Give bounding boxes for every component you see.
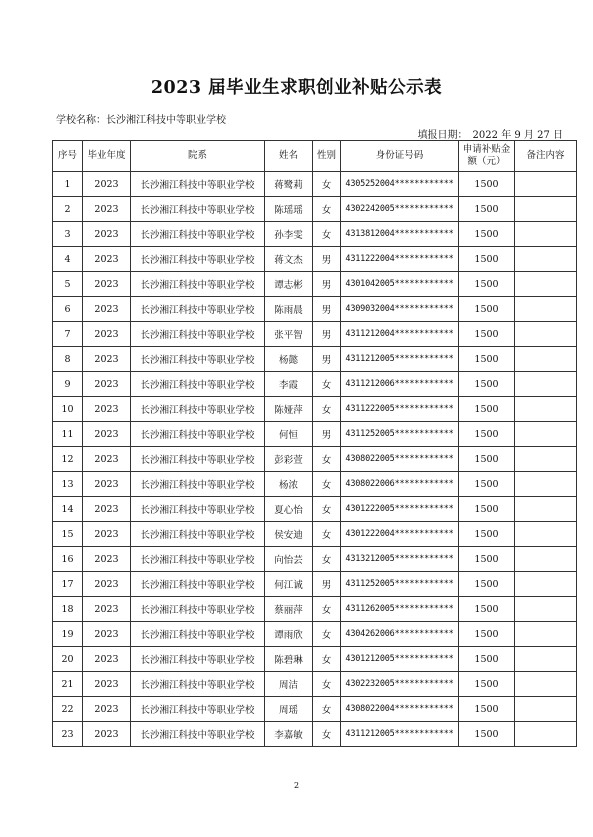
- header-gender: 性别: [313, 141, 341, 172]
- table-row: [53, 722, 577, 747]
- cell-id: 4311212005************: [341, 347, 459, 372]
- cell-dept: 长沙湘江科技中等职业学校: [131, 722, 265, 747]
- cell-year: 2023: [83, 222, 131, 247]
- cell-note: [515, 522, 577, 547]
- table-row: [53, 622, 577, 647]
- cell-name: 李霞: [265, 372, 313, 397]
- cell-gender: 女: [313, 597, 341, 622]
- cell-dept: 长沙湘江科技中等职业学校: [131, 647, 265, 672]
- cell-id: 4308022005************: [341, 447, 459, 472]
- cell-gender: 男: [313, 422, 341, 447]
- cell-year: 2023: [83, 397, 131, 422]
- table-row: [53, 397, 577, 422]
- cell-note: [515, 672, 577, 697]
- cell-dept: 长沙湘江科技中等职业学校: [131, 197, 265, 222]
- cell-gender: 男: [313, 347, 341, 372]
- cell-dept: 长沙湘江科技中等职业学校: [131, 272, 265, 297]
- cell-name: 蒋鹭莉: [265, 172, 313, 197]
- cell-dept: 长沙湘江科技中等职业学校: [131, 347, 265, 372]
- cell-year: 2023: [83, 197, 131, 222]
- cell-year: 2023: [83, 472, 131, 497]
- cell-name: 陈雨晨: [265, 297, 313, 322]
- cell-gender: 女: [313, 522, 341, 547]
- cell-name: 侯安迪: [265, 522, 313, 547]
- cell-amount: 1500: [459, 297, 515, 322]
- cell-amount: 1500: [459, 597, 515, 622]
- table-row: [53, 672, 577, 697]
- cell-seq: 11: [53, 422, 83, 447]
- cell-amount: 1500: [459, 172, 515, 197]
- cell-id: 4301222004************: [341, 522, 459, 547]
- cell-name: 谭雨欣: [265, 622, 313, 647]
- cell-year: 2023: [83, 322, 131, 347]
- cell-id: 4313212005************: [341, 547, 459, 572]
- cell-year: 2023: [83, 697, 131, 722]
- cell-name: 蔡丽萍: [265, 597, 313, 622]
- cell-amount: 1500: [459, 697, 515, 722]
- cell-gender: 女: [313, 397, 341, 422]
- page-title: 2023 届毕业生求职创业补贴公示表: [150, 78, 443, 98]
- cell-amount: 1500: [459, 372, 515, 397]
- cell-dept: 长沙湘江科技中等职业学校: [131, 622, 265, 647]
- cell-dept: 长沙湘江科技中等职业学校: [131, 472, 265, 497]
- cell-seq: 22: [53, 697, 83, 722]
- cell-year: 2023: [83, 372, 131, 397]
- cell-note: [515, 272, 577, 297]
- cell-dept: 长沙湘江科技中等职业学校: [131, 222, 265, 247]
- cell-note: [515, 372, 577, 397]
- cell-seq: 20: [53, 647, 83, 672]
- cell-gender: 女: [313, 647, 341, 672]
- table-row: [53, 422, 577, 447]
- cell-note: [515, 722, 577, 747]
- cell-dept: 长沙湘江科技中等职业学校: [131, 697, 265, 722]
- table-row: [53, 472, 577, 497]
- cell-amount: 1500: [459, 397, 515, 422]
- table-row: [53, 222, 577, 247]
- cell-seq: 12: [53, 447, 83, 472]
- cell-dept: 长沙湘江科技中等职业学校: [131, 547, 265, 572]
- cell-seq: 4: [53, 247, 83, 272]
- header-note: 备注内容: [515, 141, 577, 172]
- cell-note: [515, 247, 577, 272]
- cell-amount: 1500: [459, 247, 515, 272]
- cell-note: [515, 197, 577, 222]
- cell-note: [515, 347, 577, 372]
- cell-seq: 10: [53, 397, 83, 422]
- page-number: 2: [293, 781, 300, 790]
- cell-gender: 女: [313, 172, 341, 197]
- cell-amount: 1500: [459, 322, 515, 347]
- cell-name: 周洁: [265, 672, 313, 697]
- table-header-row: [53, 141, 577, 172]
- cell-dept: 长沙湘江科技中等职业学校: [131, 372, 265, 397]
- cell-year: 2023: [83, 247, 131, 272]
- cell-dept: 长沙湘江科技中等职业学校: [131, 422, 265, 447]
- table-row: [53, 247, 577, 272]
- cell-id: 4308022004************: [341, 697, 459, 722]
- cell-name: 周瑶: [265, 697, 313, 722]
- cell-note: [515, 597, 577, 622]
- cell-id: 4305252004************: [341, 172, 459, 197]
- cell-amount: 1500: [459, 522, 515, 547]
- cell-id: 4302242005************: [341, 197, 459, 222]
- cell-amount: 1500: [459, 647, 515, 672]
- cell-seq: 16: [53, 547, 83, 572]
- cell-gender: 女: [313, 222, 341, 247]
- cell-dept: 长沙湘江科技中等职业学校: [131, 572, 265, 597]
- table-row: [53, 172, 577, 197]
- cell-seq: 17: [53, 572, 83, 597]
- cell-name: 孙李雯: [265, 222, 313, 247]
- cell-seq: 2: [53, 197, 83, 222]
- cell-seq: 8: [53, 347, 83, 372]
- cell-amount: 1500: [459, 722, 515, 747]
- cell-gender: 女: [313, 697, 341, 722]
- cell-gender: 女: [313, 447, 341, 472]
- cell-id: 4311212004************: [341, 322, 459, 347]
- table-row: [53, 272, 577, 297]
- header-id: 身份证号码: [341, 141, 459, 172]
- table-row: [53, 372, 577, 397]
- cell-note: [515, 222, 577, 247]
- cell-seq: 7: [53, 322, 83, 347]
- cell-year: 2023: [83, 647, 131, 672]
- cell-id: 4301042005************: [341, 272, 459, 297]
- cell-amount: 1500: [459, 672, 515, 697]
- cell-amount: 1500: [459, 497, 515, 522]
- cell-name: 彭彩萱: [265, 447, 313, 472]
- cell-year: 2023: [83, 497, 131, 522]
- table-row: [53, 497, 577, 522]
- cell-gender: 女: [313, 622, 341, 647]
- cell-note: [515, 572, 577, 597]
- cell-id: 4311252005************: [341, 422, 459, 447]
- table-row: [53, 522, 577, 547]
- cell-amount: 1500: [459, 622, 515, 647]
- cell-amount: 1500: [459, 222, 515, 247]
- table-row: [53, 447, 577, 472]
- cell-id: 4301212005************: [341, 647, 459, 672]
- cell-year: 2023: [83, 722, 131, 747]
- cell-id: 4302232005************: [341, 672, 459, 697]
- cell-note: [515, 447, 577, 472]
- cell-dept: 长沙湘江科技中等职业学校: [131, 297, 265, 322]
- cell-dept: 长沙湘江科技中等职业学校: [131, 322, 265, 347]
- cell-seq: 19: [53, 622, 83, 647]
- table-row: [53, 347, 577, 372]
- cell-id: 4311252005************: [341, 572, 459, 597]
- cell-amount: 1500: [459, 272, 515, 297]
- cell-note: [515, 647, 577, 672]
- cell-name: 谭志彬: [265, 272, 313, 297]
- cell-seq: 5: [53, 272, 83, 297]
- cell-amount: 1500: [459, 347, 515, 372]
- cell-gender: 男: [313, 272, 341, 297]
- cell-seq: 3: [53, 222, 83, 247]
- cell-amount: 1500: [459, 197, 515, 222]
- cell-id: 4311222005************: [341, 397, 459, 422]
- cell-id: 4311212005************: [341, 722, 459, 747]
- cell-seq: 23: [53, 722, 83, 747]
- cell-seq: 21: [53, 672, 83, 697]
- cell-amount: 1500: [459, 422, 515, 447]
- cell-year: 2023: [83, 622, 131, 647]
- cell-note: [515, 622, 577, 647]
- cell-gender: 男: [313, 572, 341, 597]
- cell-year: 2023: [83, 347, 131, 372]
- cell-year: 2023: [83, 547, 131, 572]
- cell-year: 2023: [83, 297, 131, 322]
- cell-year: 2023: [83, 272, 131, 297]
- cell-note: [515, 422, 577, 447]
- cell-year: 2023: [83, 672, 131, 697]
- subsidy-table: [52, 140, 577, 747]
- school-name: 学校名称：长沙湘江科技中等职业学校: [56, 115, 226, 126]
- cell-dept: 长沙湘江科技中等职业学校: [131, 172, 265, 197]
- cell-id: 4313812004************: [341, 222, 459, 247]
- cell-id: 4311222004************: [341, 247, 459, 272]
- cell-id: 4311262005************: [341, 597, 459, 622]
- cell-id: 4304262006************: [341, 622, 459, 647]
- cell-dept: 长沙湘江科技中等职业学校: [131, 522, 265, 547]
- cell-dept: 长沙湘江科技中等职业学校: [131, 597, 265, 622]
- cell-name: 陈碧琳: [265, 647, 313, 672]
- cell-name: 蒋文杰: [265, 247, 313, 272]
- table-row: [53, 572, 577, 597]
- cell-gender: 女: [313, 372, 341, 397]
- cell-dept: 长沙湘江科技中等职业学校: [131, 397, 265, 422]
- cell-year: 2023: [83, 422, 131, 447]
- table-row: [53, 297, 577, 322]
- table-body: [53, 172, 577, 747]
- cell-gender: 女: [313, 497, 341, 522]
- cell-gender: 女: [313, 197, 341, 222]
- cell-seq: 18: [53, 597, 83, 622]
- cell-year: 2023: [83, 597, 131, 622]
- cell-year: 2023: [83, 522, 131, 547]
- header-amount: 申请补贴金额（元）: [459, 141, 515, 172]
- cell-note: [515, 322, 577, 347]
- cell-amount: 1500: [459, 472, 515, 497]
- cell-dept: 长沙湘江科技中等职业学校: [131, 247, 265, 272]
- cell-amount: 1500: [459, 547, 515, 572]
- cell-year: 2023: [83, 447, 131, 472]
- cell-note: [515, 472, 577, 497]
- cell-name: 李嘉敏: [265, 722, 313, 747]
- fill-date: 填报日期： 2022 年 9 月 27 日: [417, 130, 563, 141]
- table-row: [53, 697, 577, 722]
- cell-dept: 长沙湘江科技中等职业学校: [131, 497, 265, 522]
- table-row: [53, 647, 577, 672]
- cell-id: 4311212006************: [341, 372, 459, 397]
- cell-name: 何江诚: [265, 572, 313, 597]
- cell-seq: 14: [53, 497, 83, 522]
- cell-note: [515, 697, 577, 722]
- cell-id: 4301222005************: [341, 497, 459, 522]
- cell-seq: 6: [53, 297, 83, 322]
- cell-note: [515, 497, 577, 522]
- cell-seq: 9: [53, 372, 83, 397]
- cell-year: 2023: [83, 172, 131, 197]
- cell-name: 张平智: [265, 322, 313, 347]
- cell-amount: 1500: [459, 572, 515, 597]
- cell-seq: 13: [53, 472, 83, 497]
- cell-name: 夏心怡: [265, 497, 313, 522]
- cell-id: 4309032004************: [341, 297, 459, 322]
- cell-gender: 男: [313, 322, 341, 347]
- cell-name: 杨浓: [265, 472, 313, 497]
- cell-note: [515, 397, 577, 422]
- table-row: [53, 322, 577, 347]
- cell-name: 向怡芸: [265, 547, 313, 572]
- cell-amount: 1500: [459, 447, 515, 472]
- cell-note: [515, 547, 577, 572]
- cell-gender: 女: [313, 722, 341, 747]
- cell-gender: 男: [313, 247, 341, 272]
- cell-seq: 1: [53, 172, 83, 197]
- table-row: [53, 597, 577, 622]
- header-name: 姓名: [265, 141, 313, 172]
- cell-dept: 长沙湘江科技中等职业学校: [131, 447, 265, 472]
- cell-note: [515, 172, 577, 197]
- cell-gender: 女: [313, 672, 341, 697]
- cell-gender: 女: [313, 547, 341, 572]
- table-row: [53, 197, 577, 222]
- table-row: [53, 547, 577, 572]
- cell-dept: 长沙湘江科技中等职业学校: [131, 672, 265, 697]
- cell-name: 陈娅萍: [265, 397, 313, 422]
- cell-gender: 女: [313, 472, 341, 497]
- cell-id: 4308022006************: [341, 472, 459, 497]
- cell-name: 杨懿: [265, 347, 313, 372]
- cell-note: [515, 297, 577, 322]
- header-year: 毕业年度: [83, 141, 131, 172]
- cell-year: 2023: [83, 572, 131, 597]
- cell-name: 何恒: [265, 422, 313, 447]
- cell-seq: 15: [53, 522, 83, 547]
- header-seq: 序号: [53, 141, 83, 172]
- cell-name: 陈瑶瑶: [265, 197, 313, 222]
- header-dept: 院系: [131, 141, 265, 172]
- cell-gender: 男: [313, 297, 341, 322]
